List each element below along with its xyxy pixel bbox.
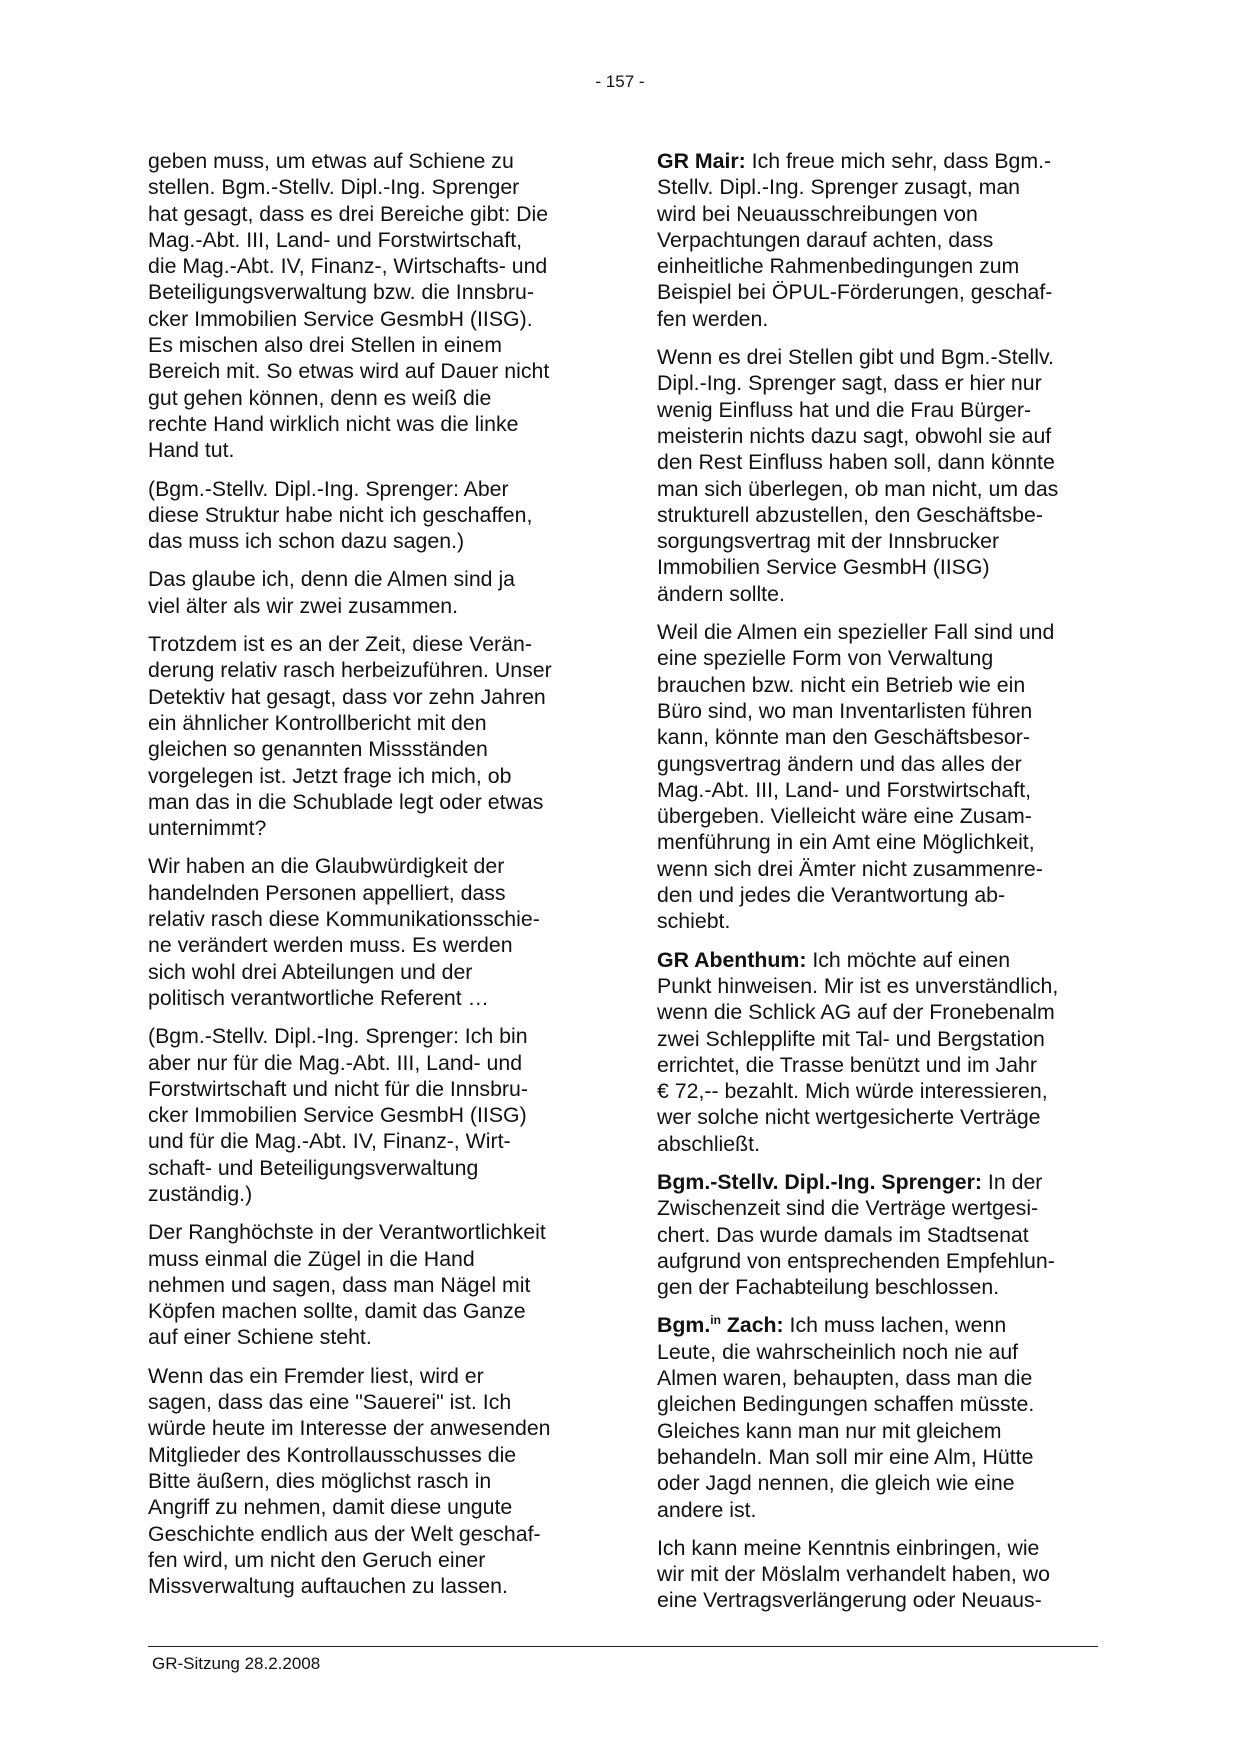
text-line: Mag.-Abt. III, Land- und Forstwirtschaft, <box>148 227 523 252</box>
text-line: abschließt. <box>657 1131 760 1156</box>
text-line: Wenn es drei Stellen gibt und Bgm.-Stellv. <box>657 345 1054 370</box>
text-line: wer solche nicht wertgesicherte Verträge <box>657 1105 1041 1130</box>
text-line: ein ähnlicher Kontrollbericht mit den <box>148 710 487 735</box>
speaker-name: GR Mair: <box>657 149 746 173</box>
text-line: Bereich mit. So etwas wird auf Dauer nicht <box>148 359 550 384</box>
text-line: Es mischen also drei Stellen in einem <box>148 333 502 358</box>
text-line: Köpfen machen sollte, damit das Ganze <box>148 1299 526 1324</box>
paragraph <box>148 148 588 464</box>
text-line: rechte Hand wirklich nicht was die linke <box>148 411 519 436</box>
text-line: errichtet, die Trasse benützt und im Jahr <box>657 1052 1037 1077</box>
text-line: Leute, die wahrscheinlich noch nie auf <box>657 1339 1019 1364</box>
text-line: chert. Das wurde damals im Stadtsenat <box>657 1222 1029 1247</box>
text-line: relativ rasch diese Kommunikationsschie- <box>148 907 540 932</box>
text-line: sorgungsvertrag mit der Innsbrucker <box>657 529 1000 554</box>
text-line: gut gehen können, denn es weiß die <box>148 385 492 410</box>
paragraph <box>148 476 588 555</box>
text-line: auf einer Schiene steht. <box>148 1325 372 1350</box>
text-line: den und jedes die Verantwortung ab- <box>657 883 1006 908</box>
paragraph <box>148 853 588 1011</box>
text-line: ne verändert werden muss. Es werden <box>148 933 513 958</box>
text-line: Ich kann meine Kenntnis einbringen, wie <box>657 1535 1040 1560</box>
text-line: eine Vertragsverlängerung oder Neuaus- <box>657 1588 1042 1613</box>
text-line: man das in die Schublade legt oder etwas <box>148 789 544 814</box>
text-line: wenig Einfluss hat und die Frau Bürger- <box>657 397 1032 422</box>
text-line: Angriff zu nehmen, damit diese ungute <box>148 1495 513 1520</box>
text-line: Das glaube ich, denn die Almen sind ja <box>148 567 516 592</box>
text-line: brauchen bzw. nicht ein Betrieb wie ein <box>657 672 1026 697</box>
text-line: Wir haben an die Glaubwürdigkeit der <box>148 854 505 879</box>
text-line: zuständig.) <box>148 1181 253 1206</box>
speaker-name: Bgm.-Stellv. Dipl.-Ing. Sprenger: <box>657 1169 982 1194</box>
speaker-name: Bgm.$^{in}$ Zach: <box>657 1313 784 1338</box>
text-line: geben muss, um etwas auf Schiene zu <box>148 149 514 173</box>
text-line: ändern sollte. <box>657 581 785 606</box>
text-line: Gleiches kann man nur mit gleichem <box>657 1418 1002 1443</box>
left-column <box>148 148 588 1611</box>
text-line: Beispiel bei ÖPUL-Förderungen, geschaf- <box>657 280 1053 305</box>
text-line: unternimmt? <box>148 816 267 841</box>
paragraph <box>657 1535 1099 1614</box>
text-line: kann, könnte man den Geschäftsbesor- <box>657 725 1030 750</box>
text-line: Zwischenzeit sind die Verträge wertgesi- <box>657 1196 1039 1221</box>
text-line: das muss ich schon dazu sagen.) <box>148 529 465 554</box>
text-line: Mitglieder des Kontrollausschusses die <box>148 1442 517 1467</box>
text-line: Mag.-Abt. III, Land- und Forstwirtschaft, <box>657 777 1032 802</box>
text-line: schaft- und Beteiligungsverwaltung <box>148 1155 479 1180</box>
text-line: wir mit der Möslalm verhandelt haben, wo <box>657 1562 1050 1587</box>
text-line: fen wird, um nicht den Geruch einer <box>148 1547 486 1572</box>
text-line: andere ist. <box>657 1497 757 1522</box>
text-line: gungsvertrag ändern und das alles der <box>657 751 1022 776</box>
text-line: wird bei Neuausschreibungen von <box>657 201 978 226</box>
paragraph <box>148 1363 588 1600</box>
text-line: Dipl.-Ing. Sprenger sagt, dass er hier nur <box>657 371 1042 396</box>
text-line: und für die Mag.-Abt. IV, Finanz-, Wirt- <box>148 1129 511 1154</box>
text-line: Wenn das ein Fremder liest, wird er <box>148 1363 484 1388</box>
text-line: oder Jagd nennen, die gleich wie eine <box>657 1471 1015 1496</box>
text-line: Stellv. Dipl.-Ing. Sprenger zusagt, man <box>657 175 1021 200</box>
text-line: (Bgm.-Stellv. Dipl.-Ing. Sprenger: Ich bin <box>148 1024 528 1049</box>
text-line: Verpachtungen darauf achten, dass <box>657 227 994 252</box>
text-line: aber nur für die Mag.-Abt. III, Land- und <box>148 1050 523 1075</box>
text-line: Almen waren, behaupten, dass man die <box>657 1366 1033 1391</box>
speaker-line: Bgm.$^{in}$ Zach: Ich muss lachen, wenn <box>657 1313 1007 1338</box>
text-line: sich wohl drei Abteilungen und der <box>148 959 473 984</box>
text-line: Detektiv hat gesagt, dass vor zehn Jahren <box>148 684 546 709</box>
text-line: würde heute im Interesse der anwesenden <box>148 1416 551 1441</box>
text-line: Immobilien Service GesmbH (IISG) <box>657 555 990 580</box>
text-line: stellen. Bgm.-Stellv. Dipl.-Ing. Sprenger <box>148 175 520 200</box>
text-line: Der Ranghöchste in der Verantwortlichkeit <box>148 1220 546 1245</box>
text-line: gleichen Bedingungen schaffen müsste. <box>657 1392 1035 1417</box>
paragraph <box>148 566 588 619</box>
text-line: einheitliche Rahmenbedingungen zum <box>657 254 1020 279</box>
text-line: den Rest Einfluss haben soll, dann könnte <box>657 450 1055 475</box>
paragraph <box>148 1219 588 1350</box>
text-line: Weil die Almen ein spezieller Fall sind und <box>657 620 1055 645</box>
text-line: viel älter als wir zwei zusammen. <box>148 593 459 618</box>
text-line: Hand tut. <box>148 438 235 463</box>
text-line: Beteiligungsverwaltung bzw. die Innsbru- <box>148 280 534 305</box>
text-line: die Mag.-Abt. IV, Finanz-, Wirtschafts- und <box>148 254 548 279</box>
text-line: muss einmal die Zügel in die Hand <box>148 1246 475 1271</box>
paragraph <box>657 947 1099 1157</box>
text-line: derung relativ rasch herbeizuführen. Unser <box>148 658 552 683</box>
text-line: cker Immobilien Service GesmbH (IISG). <box>148 306 533 331</box>
text-line: fen werden. <box>657 306 769 331</box>
text-line: zwei Schlepplifte mit Tal- und Bergstation <box>657 1026 1045 1051</box>
speaker-name: GR Abenthum: <box>657 947 807 972</box>
speaker-line: GR Mair: Ich freue mich sehr, dass Bgm.- <box>657 149 1052 173</box>
text-line: politisch verantwortliche Referent … <box>148 985 489 1010</box>
speaker-line: GR Abenthum: Ich möchte auf einen <box>657 947 1011 972</box>
text-line: hat gesagt, dass es drei Bereiche gibt: Die <box>148 201 549 226</box>
text-line: Missverwaltung auftauchen zu lassen. <box>148 1574 508 1599</box>
page-number: - 157 - <box>595 72 645 91</box>
paragraph <box>657 148 1099 332</box>
text-line: Trotzdem ist es an der Zeit, diese Verän- <box>148 632 532 657</box>
text-line: diese Struktur habe nicht ich geschaffen, <box>148 502 533 527</box>
text-line: Bitte äußern, dies möglichst rasch in <box>148 1468 492 1493</box>
paragraph <box>657 619 1099 935</box>
text-line: vorgelegen ist. Jetzt frage ich mich, ob <box>148 763 512 788</box>
text-line: übergeben. Vielleicht wäre eine Zusam- <box>657 804 1032 829</box>
text-line: behandeln. Man soll mir eine Alm, Hütte <box>657 1444 1034 1469</box>
text-line: Geschichte endlich aus der Welt geschaf- <box>148 1521 541 1546</box>
footer-divider <box>148 1646 1098 1647</box>
footer-session-date: GR-Sitzung 28.2.2008 <box>152 1654 321 1673</box>
text-line: handelnden Personen appelliert, dass <box>148 880 506 905</box>
text-line: aufgrund von entsprechenden Empfehlun- <box>657 1248 1055 1273</box>
paragraph <box>148 631 588 841</box>
right-column <box>657 148 1099 1626</box>
text-line: strukturell abzustellen, den Geschäftsbe- <box>657 502 1043 527</box>
text-line: Büro sind, wo man Inventarlisten führen <box>657 698 1033 723</box>
text-line: gen der Fachabteilung beschlossen. <box>657 1275 1000 1300</box>
text-line: Punkt hinweisen. Mir ist es unverständlich, <box>657 973 1059 998</box>
paragraph <box>657 1169 1099 1300</box>
text-line: eine spezielle Form von Verwaltung <box>657 646 994 671</box>
text-line: menführung in ein Amt eine Möglichkeit, <box>657 830 1035 855</box>
speaker-line: Bgm.-Stellv. Dipl.-Ing. Sprenger: In der <box>657 1169 1043 1194</box>
text-line: nehmen und sagen, dass man Nägel mit <box>148 1272 531 1297</box>
text-line: meisterin nichts dazu sagt, obwohl sie auf <box>657 423 1052 448</box>
text-line: gleichen so genannten Missständen <box>148 737 488 762</box>
text-line: man sich überlegen, ob man nicht, um das <box>657 476 1059 501</box>
text-line: € 72,-- bezahlt. Mich würde interessieren, <box>657 1079 1048 1104</box>
text-line: cker Immobilien Service GesmbH (IISG) <box>148 1103 527 1128</box>
text-line: Forstwirtschaft und nicht für die Innsbru- <box>148 1076 528 1101</box>
text-line: wenn die Schlick AG auf der Fronebenalm <box>657 1000 1055 1025</box>
text-line: sagen, dass das eine "Sauerei" ist. Ich <box>148 1390 512 1415</box>
paragraph <box>657 344 1099 607</box>
text-line: schiebt. <box>657 909 731 934</box>
text-line: (Bgm.-Stellv. Dipl.-Ing. Sprenger: Aber <box>148 476 509 501</box>
paragraph <box>148 1023 588 1207</box>
paragraph <box>657 1312 1099 1522</box>
text-line: wenn sich drei Ämter nicht zusammenre- <box>657 856 1043 881</box>
